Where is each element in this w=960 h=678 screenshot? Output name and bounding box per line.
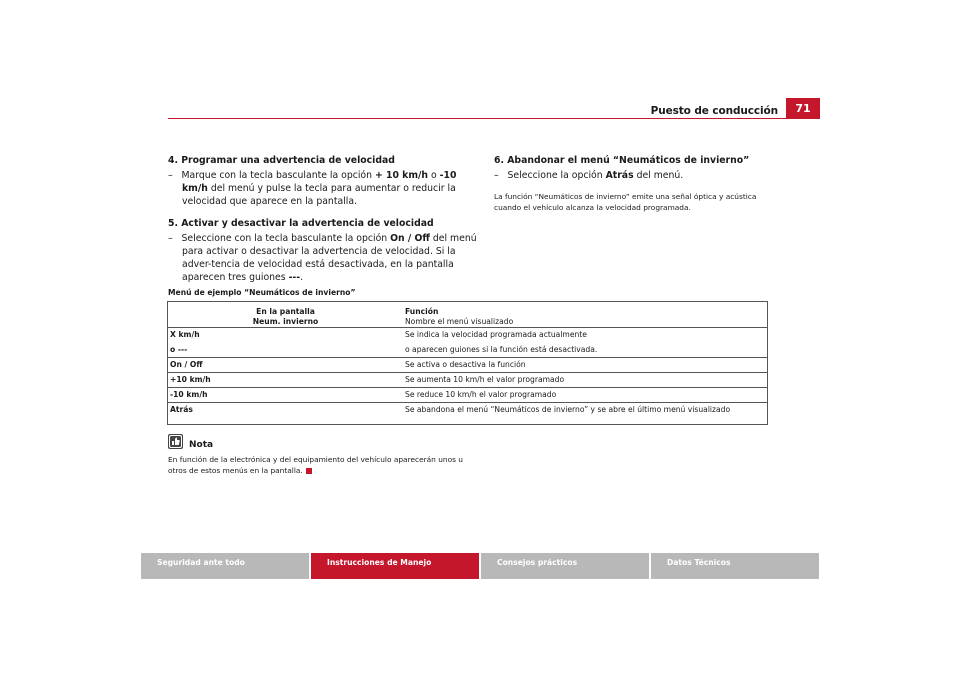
header-rule	[168, 118, 820, 119]
dash: –	[494, 170, 499, 181]
header-left-line2: Neum. invierno	[252, 317, 319, 326]
section-6-step	[494, 169, 764, 182]
note-body	[168, 454, 478, 476]
table-header-left	[168, 302, 403, 328]
option-on-off: On / Off	[390, 233, 430, 244]
menu-table	[168, 302, 768, 418]
header-left-line1: En la pantalla	[256, 307, 315, 316]
footer-tab-consejos[interactable]: Consejos prácticos	[481, 553, 649, 579]
note-text: En función de la electrónica y del equipamiento del vehículo aparecerán unos u otros de estos menús en la pantalla.	[168, 455, 463, 475]
table-cell-display: +10 km/h	[168, 373, 403, 388]
option-plus10: + 10 km/h	[374, 170, 429, 181]
page-header-title: Puesto de conducción	[650, 105, 778, 117]
step-text: del menú.	[633, 170, 684, 181]
section-4-step	[168, 169, 478, 208]
function-note: La función “Neumáticos de invierno” emite una señal óptica y acústica cuando el vehículo alcanza la velocidad programada.	[494, 192, 757, 212]
table-cell-display: -10 km/h	[168, 388, 403, 403]
table-row	[168, 343, 768, 358]
right-column	[494, 154, 764, 213]
table-row	[168, 403, 768, 418]
section-5-step	[168, 232, 478, 284]
note-icon	[168, 434, 183, 449]
step-text: .	[300, 272, 304, 283]
table-cell-function: Se indica la velocidad programada actualmente	[403, 328, 768, 343]
step-text: Seleccione la opción	[507, 170, 606, 181]
table-cell-display: o ---	[170, 344, 188, 354]
table-row	[168, 373, 768, 388]
table-header-right	[403, 302, 768, 328]
table-row	[168, 358, 768, 373]
note-title: Nota	[189, 440, 214, 450]
left-column	[168, 154, 478, 284]
option-atras: Atrás	[605, 170, 634, 181]
header-right-line1: Función	[405, 307, 439, 316]
table-header-row	[168, 302, 768, 328]
step-text: Marque con la tecla basculante la opción	[181, 170, 375, 181]
step-text: o	[428, 170, 440, 181]
dash: –	[168, 233, 173, 244]
table-cell-function: Se aumenta 10 km/h el valor programado	[403, 373, 768, 388]
section-5-title: 5. Activar y desactivar la advertencia de velocidad	[168, 218, 434, 229]
table-cell-display: Atrás	[168, 403, 403, 418]
table-row	[168, 388, 768, 403]
dash: –	[168, 170, 173, 181]
table-cell-function: o aparecen guiones si la función está desactivada.	[405, 344, 598, 354]
footer-tab-seguridad[interactable]: Seguridad ante todo	[141, 553, 309, 579]
table-caption: Menú de ejemplo “Neumáticos de invierno”	[168, 288, 356, 297]
option-dashes: ---	[288, 272, 301, 283]
footer-tab-instrucciones[interactable]: Instrucciones de Manejo	[311, 553, 479, 579]
section-4-title: 4. Programar una advertencia de velocidad	[168, 155, 395, 166]
table-cell-function: Se activa o desactiva la función	[403, 358, 768, 373]
step-text: Seleccione con la tecla basculante la opción	[181, 233, 391, 244]
table-cell-display: On / Off	[168, 358, 403, 373]
table-cell-display: X km/h	[168, 328, 403, 343]
section-6-title: 6. Abandonar el menú “Neumáticos de invierno”	[494, 155, 750, 166]
page-number: 71	[786, 98, 820, 119]
table-row	[168, 328, 768, 343]
header-right-line2: Nombre el menú visualizado	[405, 317, 514, 326]
footer-tab-datos[interactable]: Datos Técnicos	[651, 553, 819, 579]
end-of-section-mark	[306, 468, 312, 474]
table-cell-function: Se abandona el menú “Neumáticos de invierno” y se abre el último menú visualizado	[403, 403, 768, 418]
step-text: del menú para activar o desactivar la advertencia de velocidad. Si la adver-tencia de velocidad está desactivada, en la pantalla aparecen tres guiones	[182, 233, 477, 283]
option-minus10: -10 km/h	[182, 170, 457, 194]
step-text: del menú y pulse la tecla para aumentar o reducir la velocidad que aparece en la pantalla.	[182, 183, 456, 207]
table-cell-function: Se reduce 10 km/h el valor programado	[403, 388, 768, 403]
